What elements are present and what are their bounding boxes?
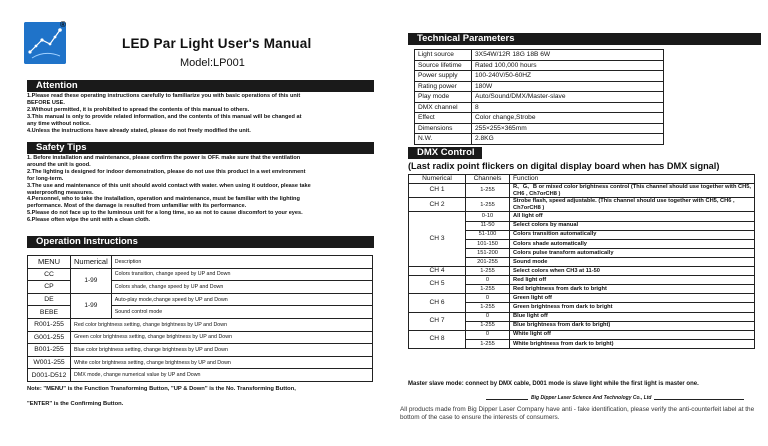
operation-notes <box>27 382 377 412</box>
attention-line: 4.Unless the instructions have already stated, please do not freely modified the unit. <box>27 127 251 134</box>
function-cell: White light off <box>510 330 755 339</box>
safety-line: 1. Before installation and maintenance, please confirm the power is OFF. make sure that the ventilation <box>27 155 301 161</box>
numerical-cell: 1-99 <box>71 268 112 293</box>
numerical-cell: 1-99 <box>71 293 112 318</box>
param-value: 255×255×365mm <box>472 123 664 134</box>
channel-cell: CH 5 <box>409 276 466 294</box>
table-row <box>409 198 755 212</box>
safety-line: performance. Most of the damage is resulted from unfamiliar with its performance. <box>27 203 247 210</box>
range-cell: 0-10 <box>466 212 510 221</box>
param-key: Source lifetime <box>415 60 472 71</box>
menu-cell: D001-D512 <box>28 369 71 382</box>
technical-heading: Technical Parameters <box>408 33 761 45</box>
table-row <box>415 81 664 92</box>
description-cell: Sound control mode <box>111 306 372 319</box>
safety-line: waterproofing measures. <box>27 189 94 196</box>
description-cell: Green color brightness setting, change brightness by UP and Down <box>71 331 373 344</box>
table-row <box>415 134 664 145</box>
registered-mark: ® <box>60 20 66 29</box>
description-cell: Red color brightness setting, change brightness by UP and Down <box>71 318 373 331</box>
range-cell: 151-200 <box>466 248 510 257</box>
attention-line: 1.Please read these operating instructions carefully to familiarize you with basic operations of this unit <box>27 93 301 99</box>
attention-line: any time without notice. <box>27 120 91 127</box>
range-cell: 101-150 <box>466 239 510 248</box>
function-cell: Green brightness from dark to bright <box>510 303 755 312</box>
param-value: 180W <box>472 81 664 92</box>
function-cell: Strobe flash, speed adjustable. (This channel should use together with CH5, CH6 , Ch7orCH8 ) <box>510 198 755 212</box>
table-row <box>415 50 664 61</box>
table-row <box>28 344 373 357</box>
param-key: Effect <box>415 113 472 124</box>
attention-heading: Attention <box>27 80 374 92</box>
model-number: Model:LP001 <box>180 57 245 69</box>
function-cell: Blue brightness from dark to bright) <box>510 321 755 330</box>
table-row <box>415 102 664 113</box>
channel-cell: CH 4 <box>409 267 466 276</box>
param-key: N.W. <box>415 134 472 145</box>
param-value: 8 <box>472 102 664 113</box>
function-cell: White brightness from dark to bright) <box>510 339 755 348</box>
attention-line: BEFORE USE. <box>27 99 65 106</box>
param-value: Rated 100,000 hours <box>472 60 664 71</box>
param-key: Light source <box>415 50 472 61</box>
menu-cell: W001-255 <box>28 356 71 369</box>
function-cell: Colors pulse transform automatically <box>510 248 755 257</box>
menu-cell: CC <box>28 268 71 281</box>
description-cell: Colors transition, change speed by UP and Down <box>111 268 372 281</box>
range-cell: 1-255 <box>466 285 510 294</box>
column-header: Numerical <box>409 175 466 184</box>
column-header: Numerical <box>71 256 112 269</box>
channel-cell: CH 3 <box>409 212 466 267</box>
operation-table <box>27 255 373 382</box>
description-cell: White color brightness setting, change brightness by UP and Down <box>71 356 373 369</box>
table-row <box>415 60 664 71</box>
safety-line: for long-term. <box>27 175 64 182</box>
param-key: DMX channel <box>415 102 472 113</box>
note-line: Note: "MENU" is the Function Transforming Button, "UP & Down" is the No. Transforming Button, <box>27 386 296 392</box>
safety-line: around the unit is good. <box>27 161 91 168</box>
function-cell: Select colors when CH3 at 11-50 <box>510 267 755 276</box>
description-cell: Auto-play mode,change speed by UP and Down <box>111 293 372 306</box>
param-value: 100-240V/50-60HZ <box>472 71 664 82</box>
function-cell: Blue light off <box>510 312 755 321</box>
table-row <box>415 71 664 82</box>
attention-text <box>27 93 377 134</box>
dmx-heading: DMX Control <box>408 147 482 159</box>
column-header: Function <box>510 175 755 184</box>
range-cell: 1-255 <box>466 303 510 312</box>
attention-line: 2.Without permitted, it is prohibited to spread the contents of this manual to others. <box>27 106 250 113</box>
range-cell: 1-255 <box>466 198 510 212</box>
channel-cell: CH 7 <box>409 312 466 330</box>
param-key: Power supply <box>415 71 472 82</box>
safety-heading: Safety Tips <box>27 142 374 154</box>
table-header-row <box>409 175 755 184</box>
menu-cell: R001-255 <box>28 318 71 331</box>
function-cell: Sound mode <box>510 257 755 266</box>
table-row <box>28 268 373 281</box>
channel-cell: CH 8 <box>409 330 466 348</box>
table-row <box>409 267 755 276</box>
operation-heading: Operation Instructions <box>27 236 374 248</box>
table-header-row <box>28 256 373 269</box>
dmx-note: (Last radix point flickers on digital display board when has DMX signal) <box>408 161 720 171</box>
range-cell: 51-100 <box>466 230 510 239</box>
column-header: MENU <box>28 256 71 269</box>
safety-line: 5.Please do not face up to the luminous unit for a long time, so as not to cause discomfort to your eyes. <box>27 210 303 217</box>
range-cell: 1-255 <box>466 339 510 348</box>
description-cell: Blue color brightness setting, change brightness by UP and Down <box>71 344 373 357</box>
note-line: "ENTER" is the Confirming Button. <box>27 401 124 407</box>
document-title: LED Par Light User's Manual <box>122 36 312 51</box>
range-cell: 0 <box>466 294 510 303</box>
attention-line: 3.This manual is only to provide related information, and the contents of this manual will be changed at <box>27 113 302 120</box>
table-row <box>409 312 755 321</box>
param-key: Rating power <box>415 81 472 92</box>
function-cell: Select colors by manual <box>510 221 755 230</box>
description-cell: Colors shade, change speed by UP and Down <box>111 281 372 294</box>
table-row <box>415 92 664 103</box>
function-cell: Red brightness from dark to bright <box>510 285 755 294</box>
function-cell: R、G、B or mixed color brightness control (This channel should use together with CH5, CH6 , Ch7orCH8 ) <box>510 184 755 198</box>
range-cell: 1-255 <box>466 184 510 198</box>
table-row <box>409 330 755 339</box>
table-row <box>28 318 373 331</box>
menu-cell: CP <box>28 281 71 294</box>
table-row <box>409 184 755 198</box>
safety-line: 2.The lighting is designed for indoor demonstration, please do not use this product in a wet environment <box>27 168 306 175</box>
table-row <box>409 212 755 221</box>
param-value: Auto/Sound/DMX/Master-slave <box>472 92 664 103</box>
channel-cell: CH 2 <box>409 198 466 212</box>
safety-text <box>27 155 377 224</box>
table-row <box>415 113 664 124</box>
function-cell: Colors shade automatically <box>510 239 755 248</box>
column-header: Channels <box>466 175 510 184</box>
function-cell: All light off <box>510 212 755 221</box>
safety-line: 3.The use and maintenance of this unit should avoid contact with water. when using it outdoor, please take <box>27 182 311 189</box>
function-cell: Colors transition automatically <box>510 230 755 239</box>
safety-line: 4.Personnel, who to take the installation, operation and maintenance, must be familiar with the lighting <box>27 196 300 203</box>
table-row <box>409 294 755 303</box>
table-row <box>28 293 373 306</box>
param-value: 3X54W/12R 18G 18B 6W <box>472 50 664 61</box>
range-cell: 1-255 <box>466 321 510 330</box>
table-row <box>28 369 373 382</box>
table-row <box>28 331 373 344</box>
param-key: Dimensions <box>415 123 472 134</box>
range-cell: 0 <box>466 330 510 339</box>
menu-cell: G001-255 <box>28 331 71 344</box>
function-cell: Red light off <box>510 276 755 285</box>
range-cell: 201-255 <box>466 257 510 266</box>
table-row <box>28 356 373 369</box>
range-cell: 11-50 <box>466 221 510 230</box>
param-value: Color change,Strobe <box>472 113 664 124</box>
master-slave-note: Master slave mode: connect by DMX cable, D001 mode is slave light while the first light is master one. <box>408 381 699 387</box>
channel-cell: CH 1 <box>409 184 466 198</box>
param-value: 2.8KG <box>472 134 664 145</box>
menu-cell: DE <box>28 293 71 306</box>
range-cell: 1-255 <box>466 267 510 276</box>
company-signature: Big Dipper Laser Science And Technology Co., Ltd <box>528 395 654 401</box>
function-cell: Green light off <box>510 294 755 303</box>
table-row <box>409 276 755 285</box>
range-cell: 0 <box>466 312 510 321</box>
column-header: Description <box>111 256 372 269</box>
menu-cell: BEBE <box>28 306 71 319</box>
safety-line: 6.Please often wipe the unit with a clean cloth. <box>27 217 151 224</box>
anti-fake-footer: All products made from Big Dipper Laser Company have anti - fake identification, please verify the anti-counterfeit label at the bottom of the case to ensure the interests of consumers. <box>400 406 755 421</box>
menu-cell: B001-255 <box>28 344 71 357</box>
dmx-table <box>408 174 755 349</box>
description-cell: DMX mode, change numerical value by UP and Down <box>71 369 373 382</box>
table-row <box>415 123 664 134</box>
technical-table <box>414 49 664 145</box>
channel-cell: CH 6 <box>409 294 466 312</box>
param-key: Play mode <box>415 92 472 103</box>
range-cell: 0 <box>466 276 510 285</box>
